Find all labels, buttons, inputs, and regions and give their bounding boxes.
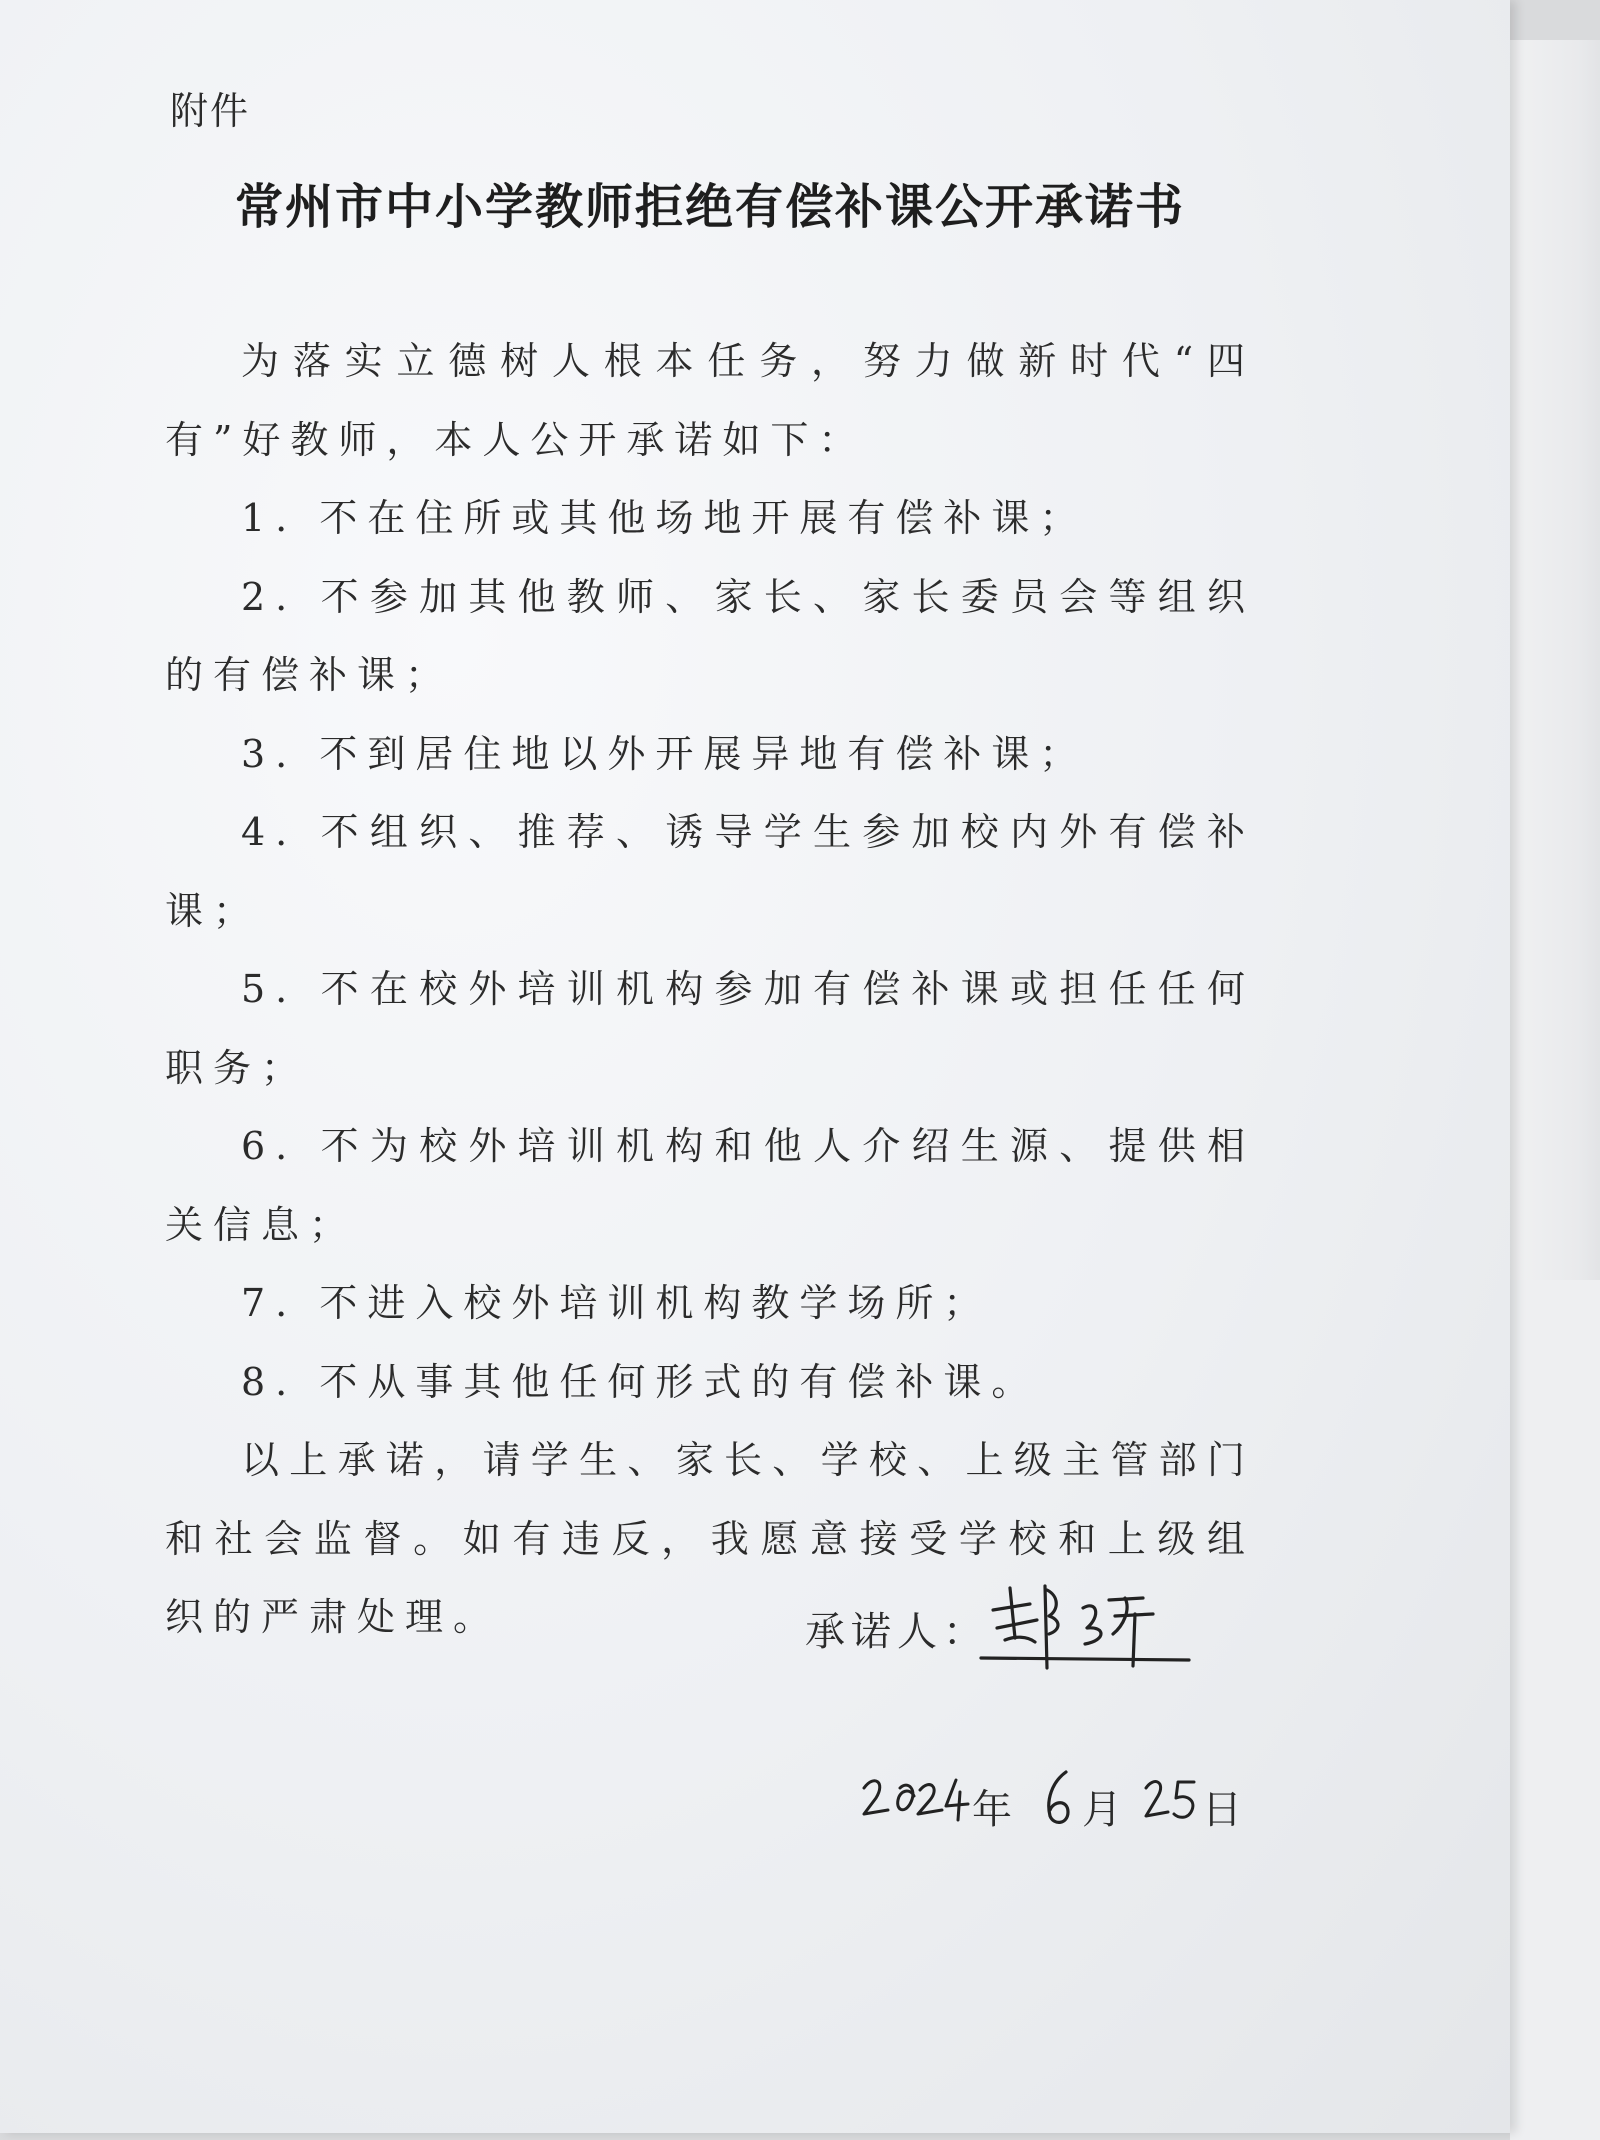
pledge-item-6: 6. 不为校外培训机构和他人介绍生源、提供相关信息；: [165, 1124, 1255, 1247]
pledge-item-2: 2. 不参加其他教师、家长、家长委员会等组织的有偿补课；: [165, 574, 1255, 697]
handwritten-signature: [975, 1570, 1195, 1680]
document-title: 常州市中小学教师拒绝有偿补课公开承诺书: [234, 179, 1185, 235]
pledge-item-3: 3. 不到居住地以外开展异地有偿补课；: [241, 731, 1088, 776]
pledge-item-1: 1. 不在住所或其他场地开展有偿补课；: [241, 496, 1088, 540]
year-label: 年: [972, 1787, 1012, 1833]
document-body: [165, 322, 1255, 1657]
pledge-item-5: 5. 不在校外培训机构参加有偿补课或担任任何职务；: [165, 967, 1255, 1090]
pledge-item-4: 4. 不组织、推荐、诱导学生参加校内外有偿补课；: [165, 810, 1255, 933]
pledge-item-8: 8. 不从事其他任何形式的有偿补课。: [241, 1359, 1040, 1404]
pledger-label: 承诺人：: [805, 1609, 989, 1655]
intro-paragraph: 为落实立德树人根本任务，努力做新时代“四有”好教师，本人公开承诺如下：: [165, 339, 1255, 462]
closing-paragraph: 以上承诺，请学生、家长、学校、上级主管部门和社会监督。如有违反，我愿意接受学校和上级组织的严肃处理。: [165, 1438, 1255, 1639]
underlying-paper-sheet: [1510, 1280, 1600, 2140]
pledge-item-7: 7. 不进入校外培训机构教学场所；: [241, 1281, 992, 1325]
month-label: 月: [1082, 1787, 1122, 1833]
attachment-label: 附件: [170, 89, 251, 133]
handwritten-day: [1142, 1770, 1202, 1830]
handwritten-year: [860, 1770, 975, 1830]
day-label: 日: [1202, 1787, 1242, 1833]
signing-date: [860, 1760, 1260, 1840]
handwritten-month: [1038, 1766, 1078, 1830]
